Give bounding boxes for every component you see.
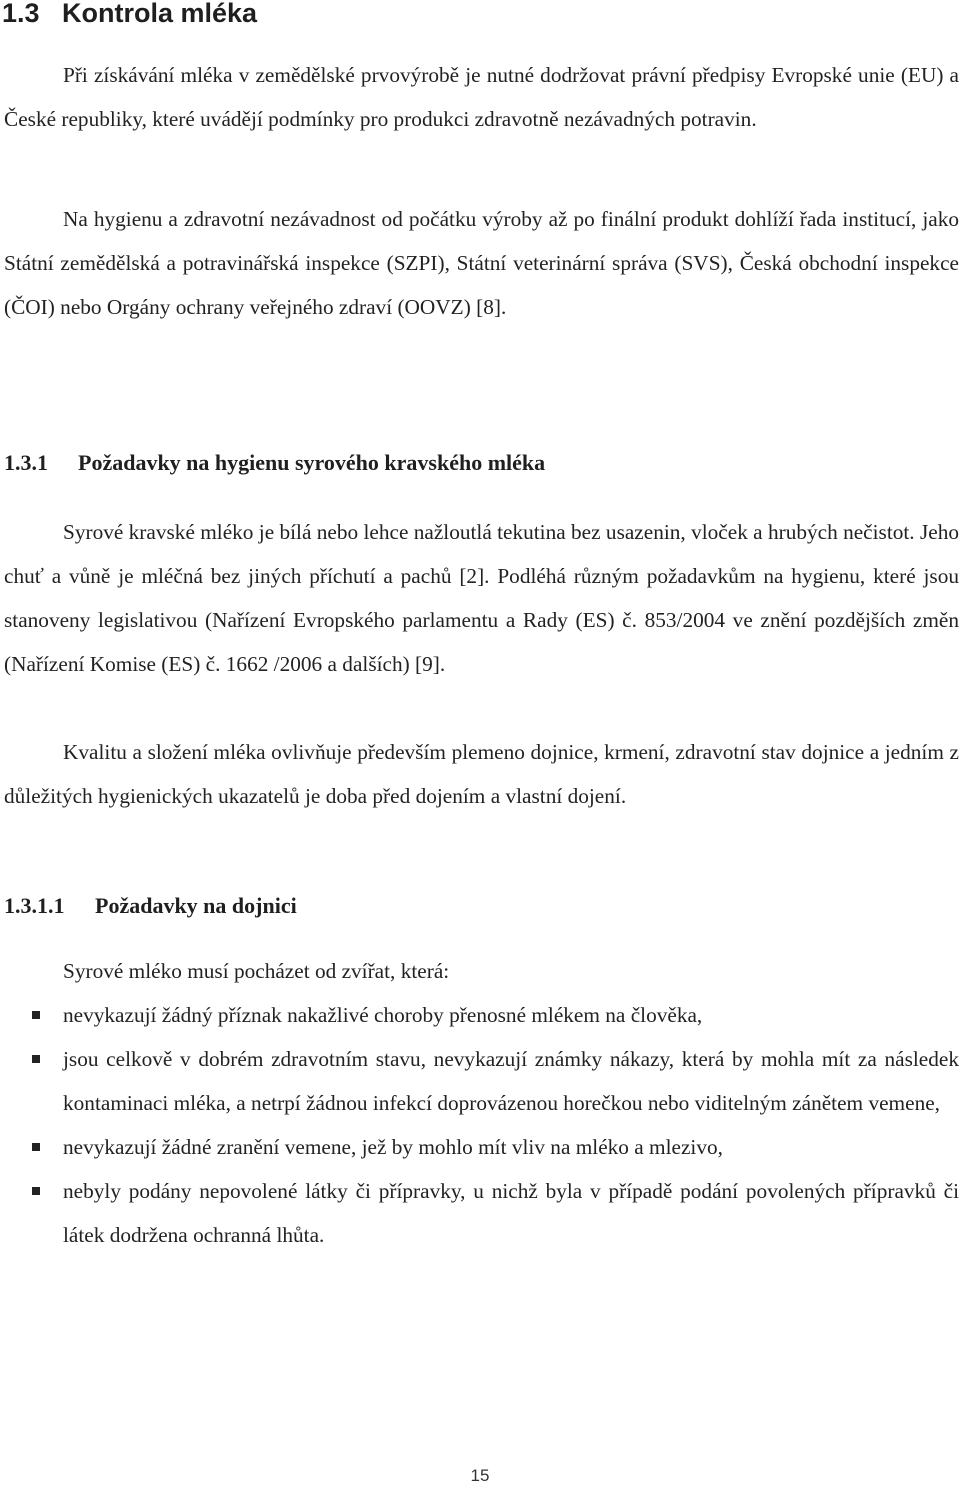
list-item-text: nebyly podány nepovolené látky či přípravky, u nichž byla v případě podání povolených přípravků či látek dodržena ochranná lhůta.	[63, 1179, 959, 1247]
square-bullet-icon	[32, 1187, 40, 1195]
subsection-paragraph-1: Syrové kravské mléko je bílá nebo lehce nažloutlá tekutina bez usazenin, vloček a hrubých nečistot. Jeho chuť a vůně je mléčná bez jiných příchutí a pachů [2]. Podléhá různým požadavkům na hygienu, které jsou stanoveny legislativou (Nařízení Evropského parlamentu a Rady (ES) č. 853/2004 ve znění pozdějších změn (Nařízení Komise (ES) č. 1662 /2006 a dalších) [9].	[4, 520, 959, 676]
section-heading	[2, 0, 257, 30]
list-item-text: jsou celkově v dobrém zdravotním stavu, nevykazují známky nákazy, která by mohla mít za následek kontaminaci mléka, a netrpí žádnou infekcí doprovázenou horečkou nebo viditelným zánětem vemene,	[63, 1047, 959, 1115]
requirements-list	[0, 993, 959, 1257]
list-item	[0, 1169, 959, 1257]
list-item	[0, 1037, 959, 1125]
section-number: 1.3	[2, 0, 40, 28]
section-paragraph-2: Na hygienu a zdravotní nezávadnost od počátku výroby až po finální produkt dohlíží řada institucí, jako Státní zemědělská a potravinářská inspekce (SZPI), Státní veterinární správa (SVS), Česká obchodní inspekce (ČOI) nebo Orgány ochrany veřejného zdraví (OOVZ) [8].	[4, 207, 959, 319]
square-bullet-icon	[32, 1011, 40, 1019]
subsection-number: 1.3.1	[4, 450, 48, 475]
list-item-text: nevykazují žádné zranění vemene, jež by mohlo mít vliv na mléko a mlezivo,	[63, 1135, 723, 1159]
square-bullet-icon	[32, 1055, 40, 1063]
subsection-title: Požadavky na hygienu syrového kravského mléka	[78, 450, 546, 475]
subsubsection-title: Požadavky na dojnici	[95, 893, 297, 918]
list-item-text: nevykazují žádný příznak nakažlivé choroby přenosné mlékem na člověka,	[63, 1003, 703, 1027]
subsubsection-heading	[4, 884, 297, 928]
list-item	[0, 1125, 959, 1169]
section-title: Kontrola mléka	[62, 0, 258, 28]
section-paragraph-1: Při získávání mléka v zemědělské prvovýrobě je nutné dodržovat právní předpisy Evropské unie (EU) a České republiky, které uvádějí podmínky pro produkci zdravotně nezávadných potravin.	[4, 63, 959, 131]
subsection-paragraph-2: Kvalitu a složení mléka ovlivňuje především plemeno dojnice, krmení, zdravotní stav dojnice a jedním z důležitých hygienických ukazatelů je doba před dojením a vlastní dojení.	[4, 740, 959, 808]
page-number: 15	[470, 1466, 490, 1485]
square-bullet-icon	[32, 1143, 40, 1151]
list-item	[0, 993, 959, 1037]
subsubsection-intro: Syrové mléko musí pocházet od zvířat, která:	[63, 959, 450, 983]
subsubsection-number: 1.3.1.1	[4, 893, 65, 918]
subsection-heading	[4, 441, 545, 485]
